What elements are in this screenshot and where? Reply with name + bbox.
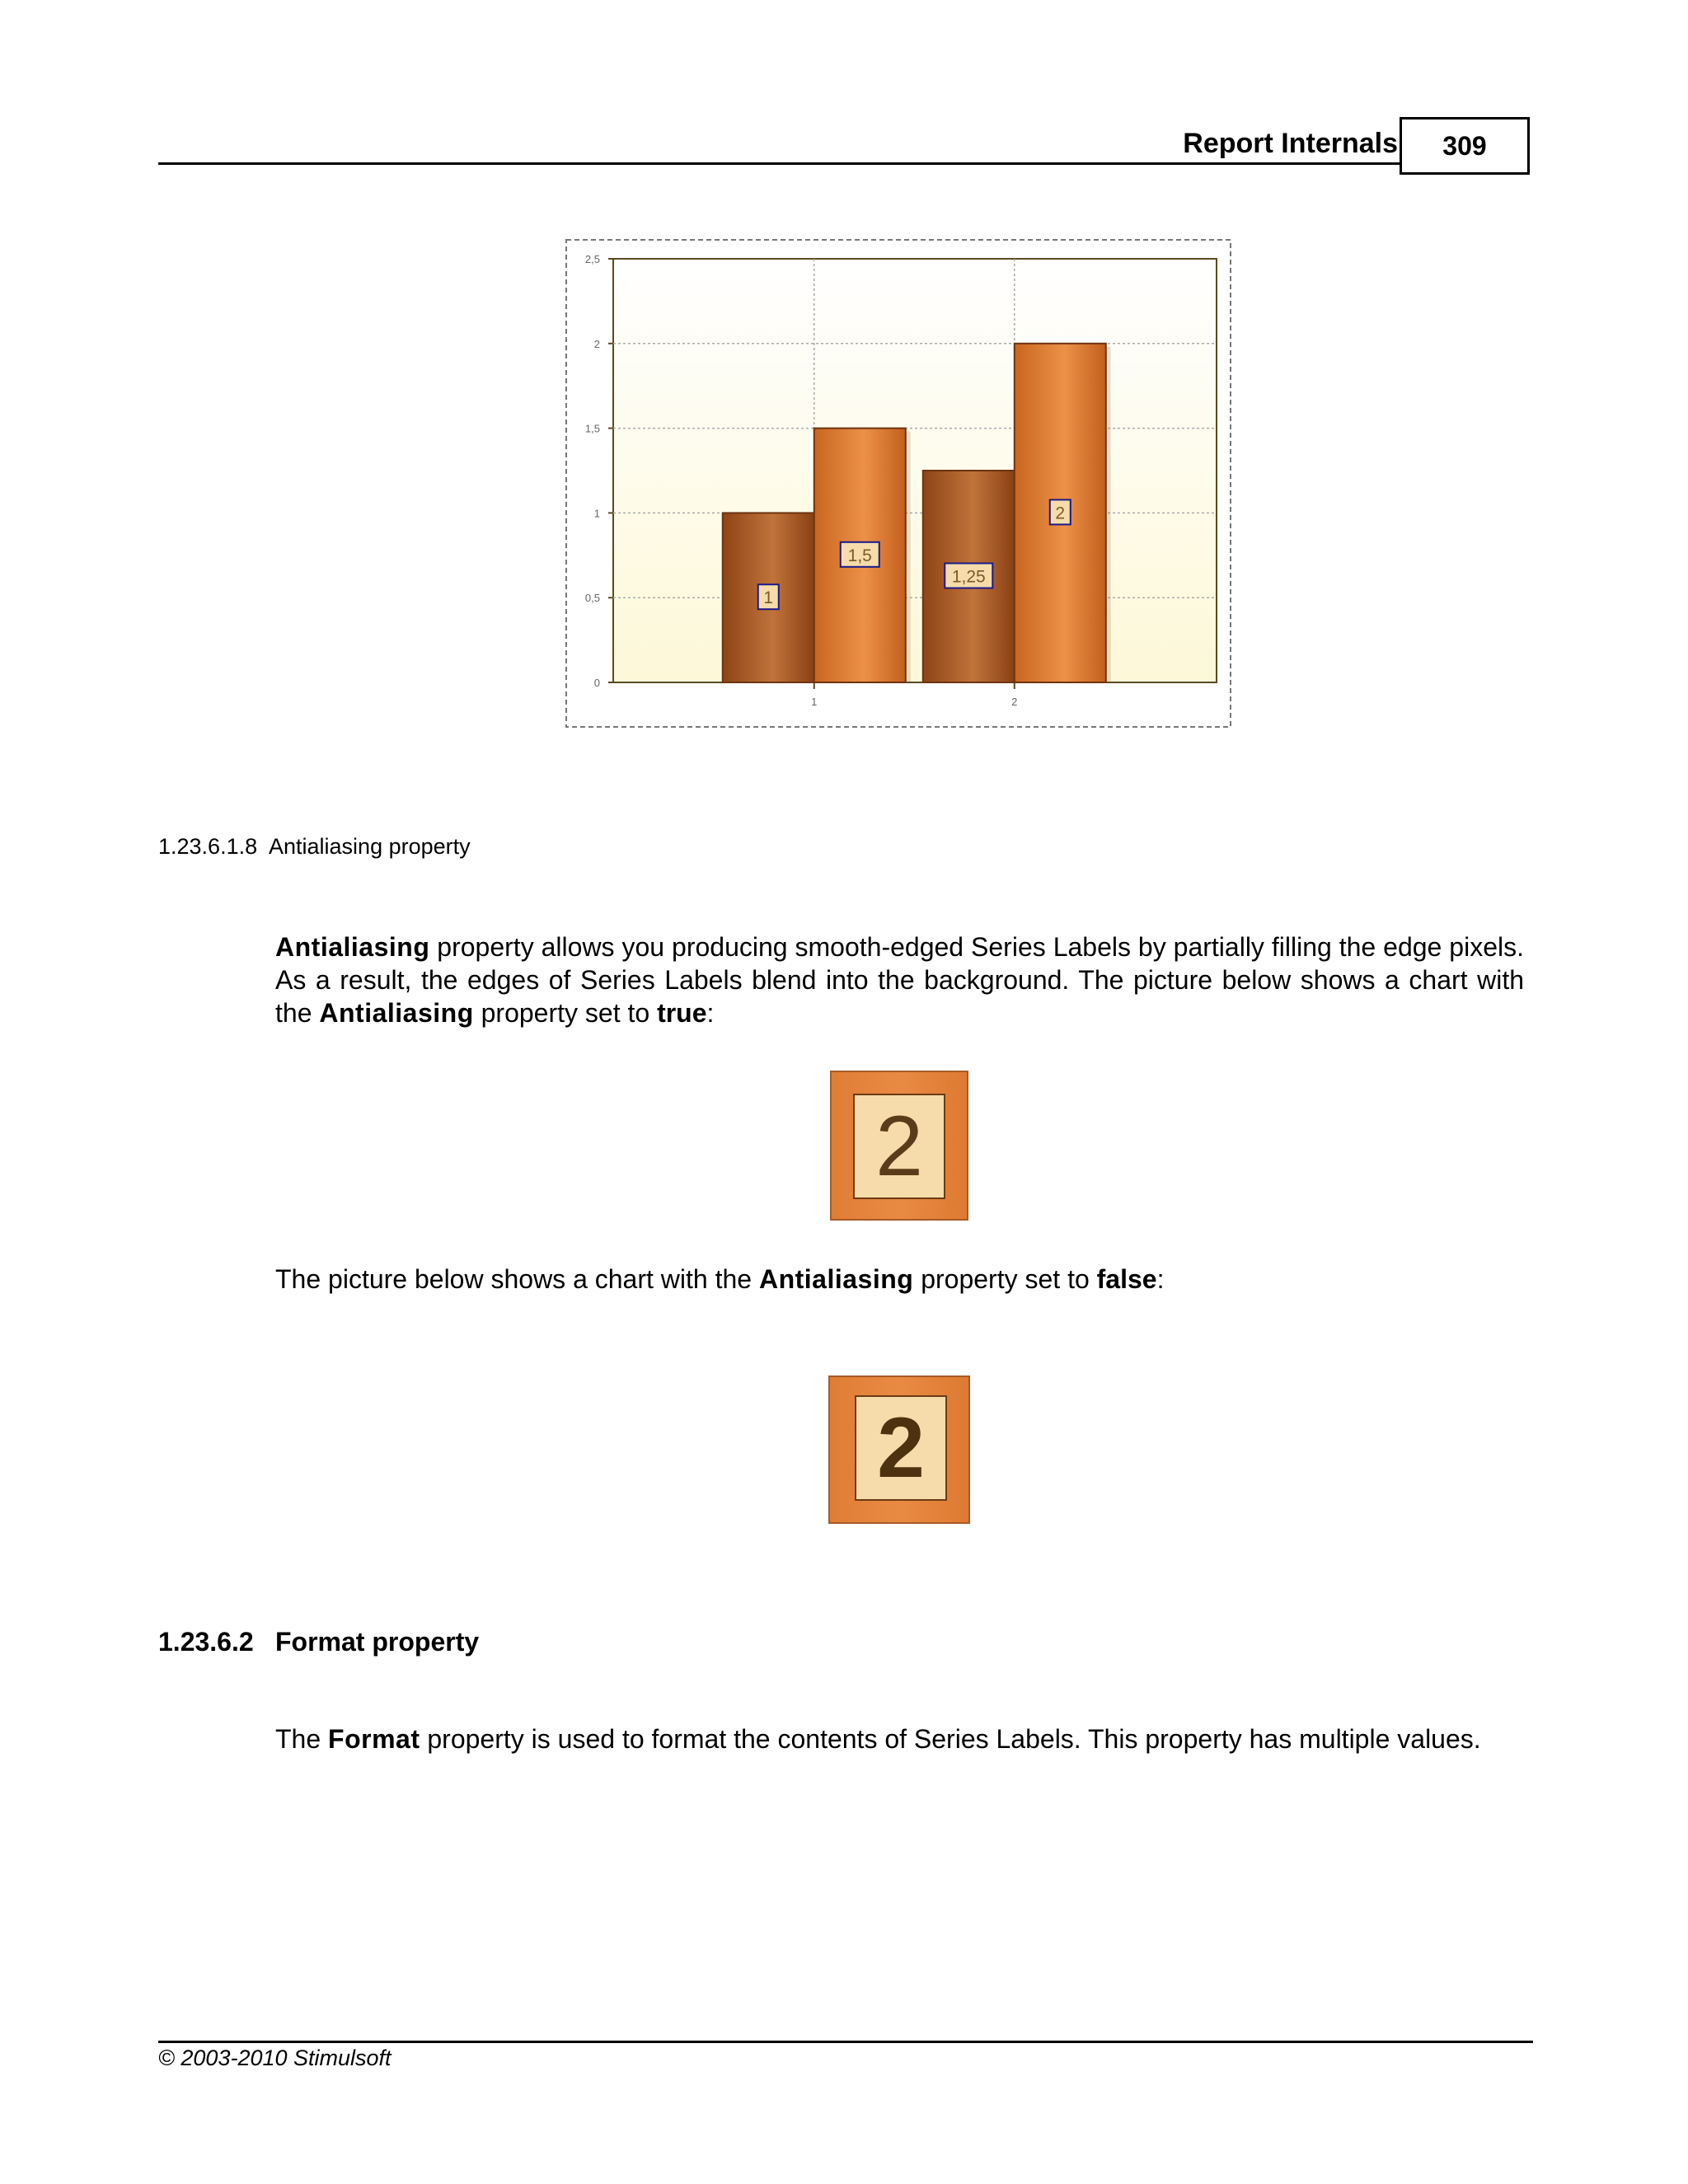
paragraph-text: The (275, 1724, 329, 1754)
antialiasing-paragraph (275, 930, 1524, 1029)
plot-area (613, 259, 1217, 682)
format-paragraph (275, 1722, 1524, 1755)
label-value: 2 (855, 1395, 947, 1501)
subsection-number: 1.23.6.1.8 (158, 834, 258, 859)
x-tick-label: 2 (1011, 696, 1018, 708)
y-tick-label: 2 (593, 337, 600, 350)
non-antialiased-label-image (828, 1376, 970, 1524)
antialiasing-false-paragraph (275, 1263, 1524, 1296)
data-label: 2 (1055, 504, 1066, 523)
data-label: 1,5 (847, 546, 872, 565)
y-tick-label: 1,5 (584, 422, 600, 435)
y-tick-label: 0,5 (584, 592, 600, 605)
subsection-title: Antialiasing property (269, 834, 471, 859)
section-heading (158, 1625, 479, 1658)
paragraph-text: property set to (913, 1264, 1097, 1294)
subsection-heading (158, 833, 471, 860)
data-label: 1 (763, 588, 774, 608)
page-number: 309 (1400, 117, 1530, 175)
keyword-format: Format (328, 1724, 420, 1754)
y-tick-label: 1 (593, 507, 600, 520)
y-tick-label: 0 (593, 677, 600, 689)
footer-rule (158, 2041, 1533, 2043)
keyword-true: true (657, 998, 707, 1028)
section-title: Format property (275, 1627, 480, 1657)
keyword-antialiasing: Antialiasing (275, 932, 430, 962)
y-tick-label: 2,5 (584, 253, 600, 265)
paragraph-text: The picture below shows a chart with the (275, 1264, 759, 1294)
antialiased-label-image (830, 1071, 968, 1221)
data-label: 1,25 (951, 567, 986, 587)
paragraph-text: property is used to format the contents of Series Labels. This property has multiple values. (420, 1724, 1481, 1754)
paragraph-text: property allows you producing smooth-edged Series Labels by partially filling the edge pixels. As a result, the edges of Series Labels blend into the background. The picture below shows a chart with the (275, 932, 1524, 1028)
paragraph-text: : (1156, 1264, 1165, 1294)
keyword-antialiasing: Antialiasing (319, 998, 474, 1028)
header-rule (158, 162, 1401, 165)
section-number: 1.23.6.2 (158, 1627, 254, 1657)
x-tick-label: 1 (811, 696, 818, 708)
footer-copyright: © 2003-2010 Stimulsoft (158, 2046, 392, 2070)
bar-chart (565, 239, 1231, 728)
header-title: Report Internals (1183, 128, 1398, 159)
keyword-antialiasing: Antialiasing (758, 1264, 914, 1294)
paragraph-text: property set to (473, 998, 658, 1028)
keyword-false: false (1096, 1264, 1157, 1294)
paragraph-text: : (706, 998, 715, 1028)
label-value: 2 (853, 1094, 945, 1199)
chart-svg (565, 239, 1231, 728)
